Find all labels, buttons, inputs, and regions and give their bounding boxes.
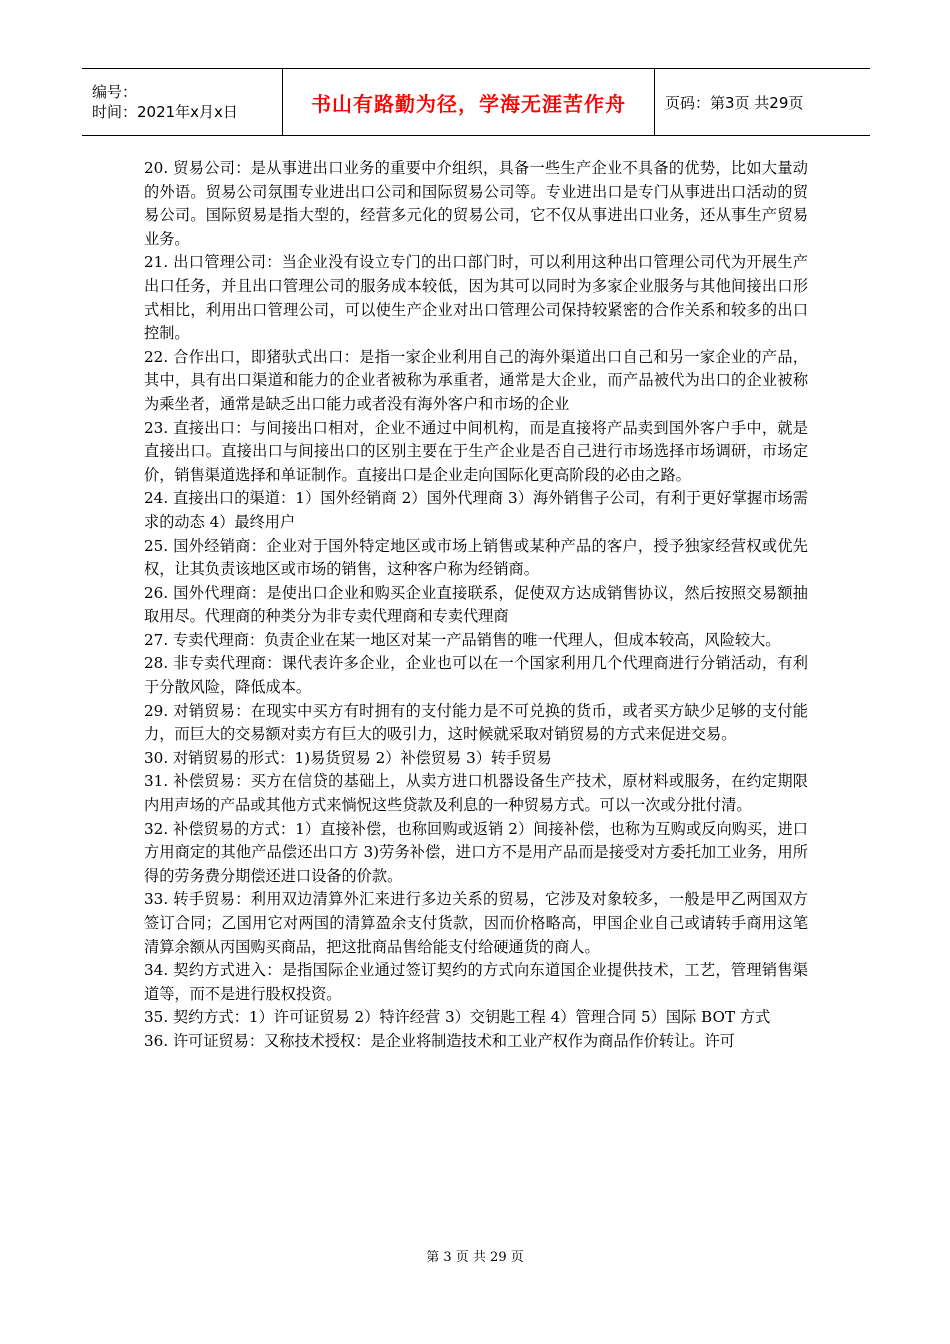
header-meta-cell [82, 69, 283, 135]
paragraph-32: 32. 补偿贸易的方式：1）直接补偿，也称回购或返销 2）间接补偿，也称为互购或反向购买，进口方用商定的其他产品偿还出口方 3)劳务补偿，进口方不是用产品而是接受对方委托加工业务，用所得的劳务费分期偿还进口设备的价款。 [144, 819, 808, 885]
header-table [82, 68, 870, 136]
document-date-label: 时间：2021年x月x日 [92, 103, 238, 121]
paragraph-27: 27. 专卖代理商：负责企业在某一地区对某一产品销售的唯一代理人，但成本较高，风险较大。 [144, 630, 781, 649]
paragraph-21: 21. 出口管理公司：当企业没有设立专门的出口部门时，可以利用这种出口管理公司代为开展生产出口任务，并且出口管理公司的服务成本较低，因为其可以同时为多家企业服务与其他间接出口形式相比，利用出口管理公司，可以使生产企业对出口管理公司保持较紧密的合作关系和较多的出口控制。 [144, 253, 808, 343]
paragraph-23: 23. 直接出口：与间接出口相对，企业不通过中间机构，而是直接将产品卖到国外客户手中，就是直接出口。直接出口与间接出口的区别主要在于生产企业是否自己进行市场选择市场调研，市场定价，销售渠道选择和单证制作。直接出口是企业走向国际化更高阶段的必由之路。 [144, 418, 808, 484]
paragraph-24: 24. 直接出口的渠道：1）国外经销商 2）国外代理商 3）海外销售子公司，有利于更好掌握市场需求的动态 4）最终用户 [144, 489, 808, 531]
header-motto: 书山有路勤为径，学海无涯苦作舟 [311, 91, 626, 116]
header-motto-cell [283, 69, 655, 135]
document-number-label: 编号： [92, 83, 138, 101]
footer-page-number: 第 3 页 共 29 页 [426, 1250, 524, 1265]
paragraph-35: 35. 契约方式：1）许可证贸易 2）特许经营 3）交钥匙工程 4）管理合同 5）国际 BOT 方式 [144, 1008, 771, 1027]
paragraph-29: 29. 对销贸易：在现实中买方有时拥有的支付能力是不可兑换的货币，或者买方缺少足够的支付能力，而巨大的交易额对卖方有巨大的吸引力，这时候就采取对销贸易的方式来促进交易。 [144, 701, 808, 744]
page-footer [0, 1246, 950, 1265]
paragraph-22: 22. 合作出口，即猪驮式出口：是指一家企业利用自己的海外渠道出口自己和另一家企业的产品，其中，具有出口渠道和能力的企业者被称为承重者，通常是大企业，而产品被代为出口的企业被称为乘坐者，通常是缺乏出口能力或者没有海外客户和市场的企业 [144, 347, 808, 413]
paragraph-26: 26. 国外代理商：是使出口企业和购买企业直接联系，促使双方达成销售协议，然后按照交易额抽取用尽。代理商的种类分为非专卖代理商和专卖代理商 [144, 583, 808, 626]
paragraph-28: 28. 非专卖代理商：课代表许多企业，企业也可以在一个国家利用几个代理商进行分销活动，有利于分散风险，降低成本。 [144, 654, 808, 697]
paragraph-25: 25. 国外经销商：企业对于国外特定地区或市场上销售或某种产品的客户，授予独家经营权或优先权，让其负责该地区或市场的销售，这种客户称为经销商。 [144, 536, 808, 579]
paragraph-20: 20. 贸易公司：是从事进出口业务的重要中介组织，具备一些生产企业不具备的优势，比如大量动的外语。贸易公司氛围专业进出口公司和国际贸易公司等。专业进出口是专门从事进出口活动的贸易公司。国际贸易是指大型的，经营多元化的贸易公司，它不仅从事进出口业务，还从事生产贸易业务。 [144, 159, 808, 248]
header-page-info: 页码：第3页 共29页 [665, 93, 804, 112]
paragraph-31: 31. 补偿贸易：买方在信贷的基础上，从卖方进口机器设备生产技术，原材料或服务，在约定期限内用声场的产品或其他方式来惝怳这些贷款及利息的一种贸易方式。可以一次或分批付清。 [144, 772, 808, 815]
document-body [144, 157, 808, 1054]
header-page-cell [655, 69, 870, 135]
paragraph-34: 34. 契约方式进入：是指国际企业通过签订契约的方式向东道国企业提供技术，工艺，管理销售渠道等，而不是进行股权投资。 [144, 961, 808, 1003]
paragraph-36: 36. 许可证贸易：又称技术授权：是企业将制造技术和工业产权作为商品作价转让。许可 [144, 1031, 735, 1050]
paragraph-30: 30. 对销贸易的形式：1)易货贸易 2）补偿贸易 3）转手贸易 [144, 748, 552, 767]
paragraph-33: 33. 转手贸易：利用双边清算外汇来进行多边关系的贸易，它涉及对象较多，一般是甲乙两国双方签订合同；乙国用它对两国的清算盈余支付货款，因而价格略高，甲国企业自己或请转手商用这笔清算余额从丙国购买商品，把这批商品售给能支付给硬通货的商人。 [144, 890, 808, 956]
